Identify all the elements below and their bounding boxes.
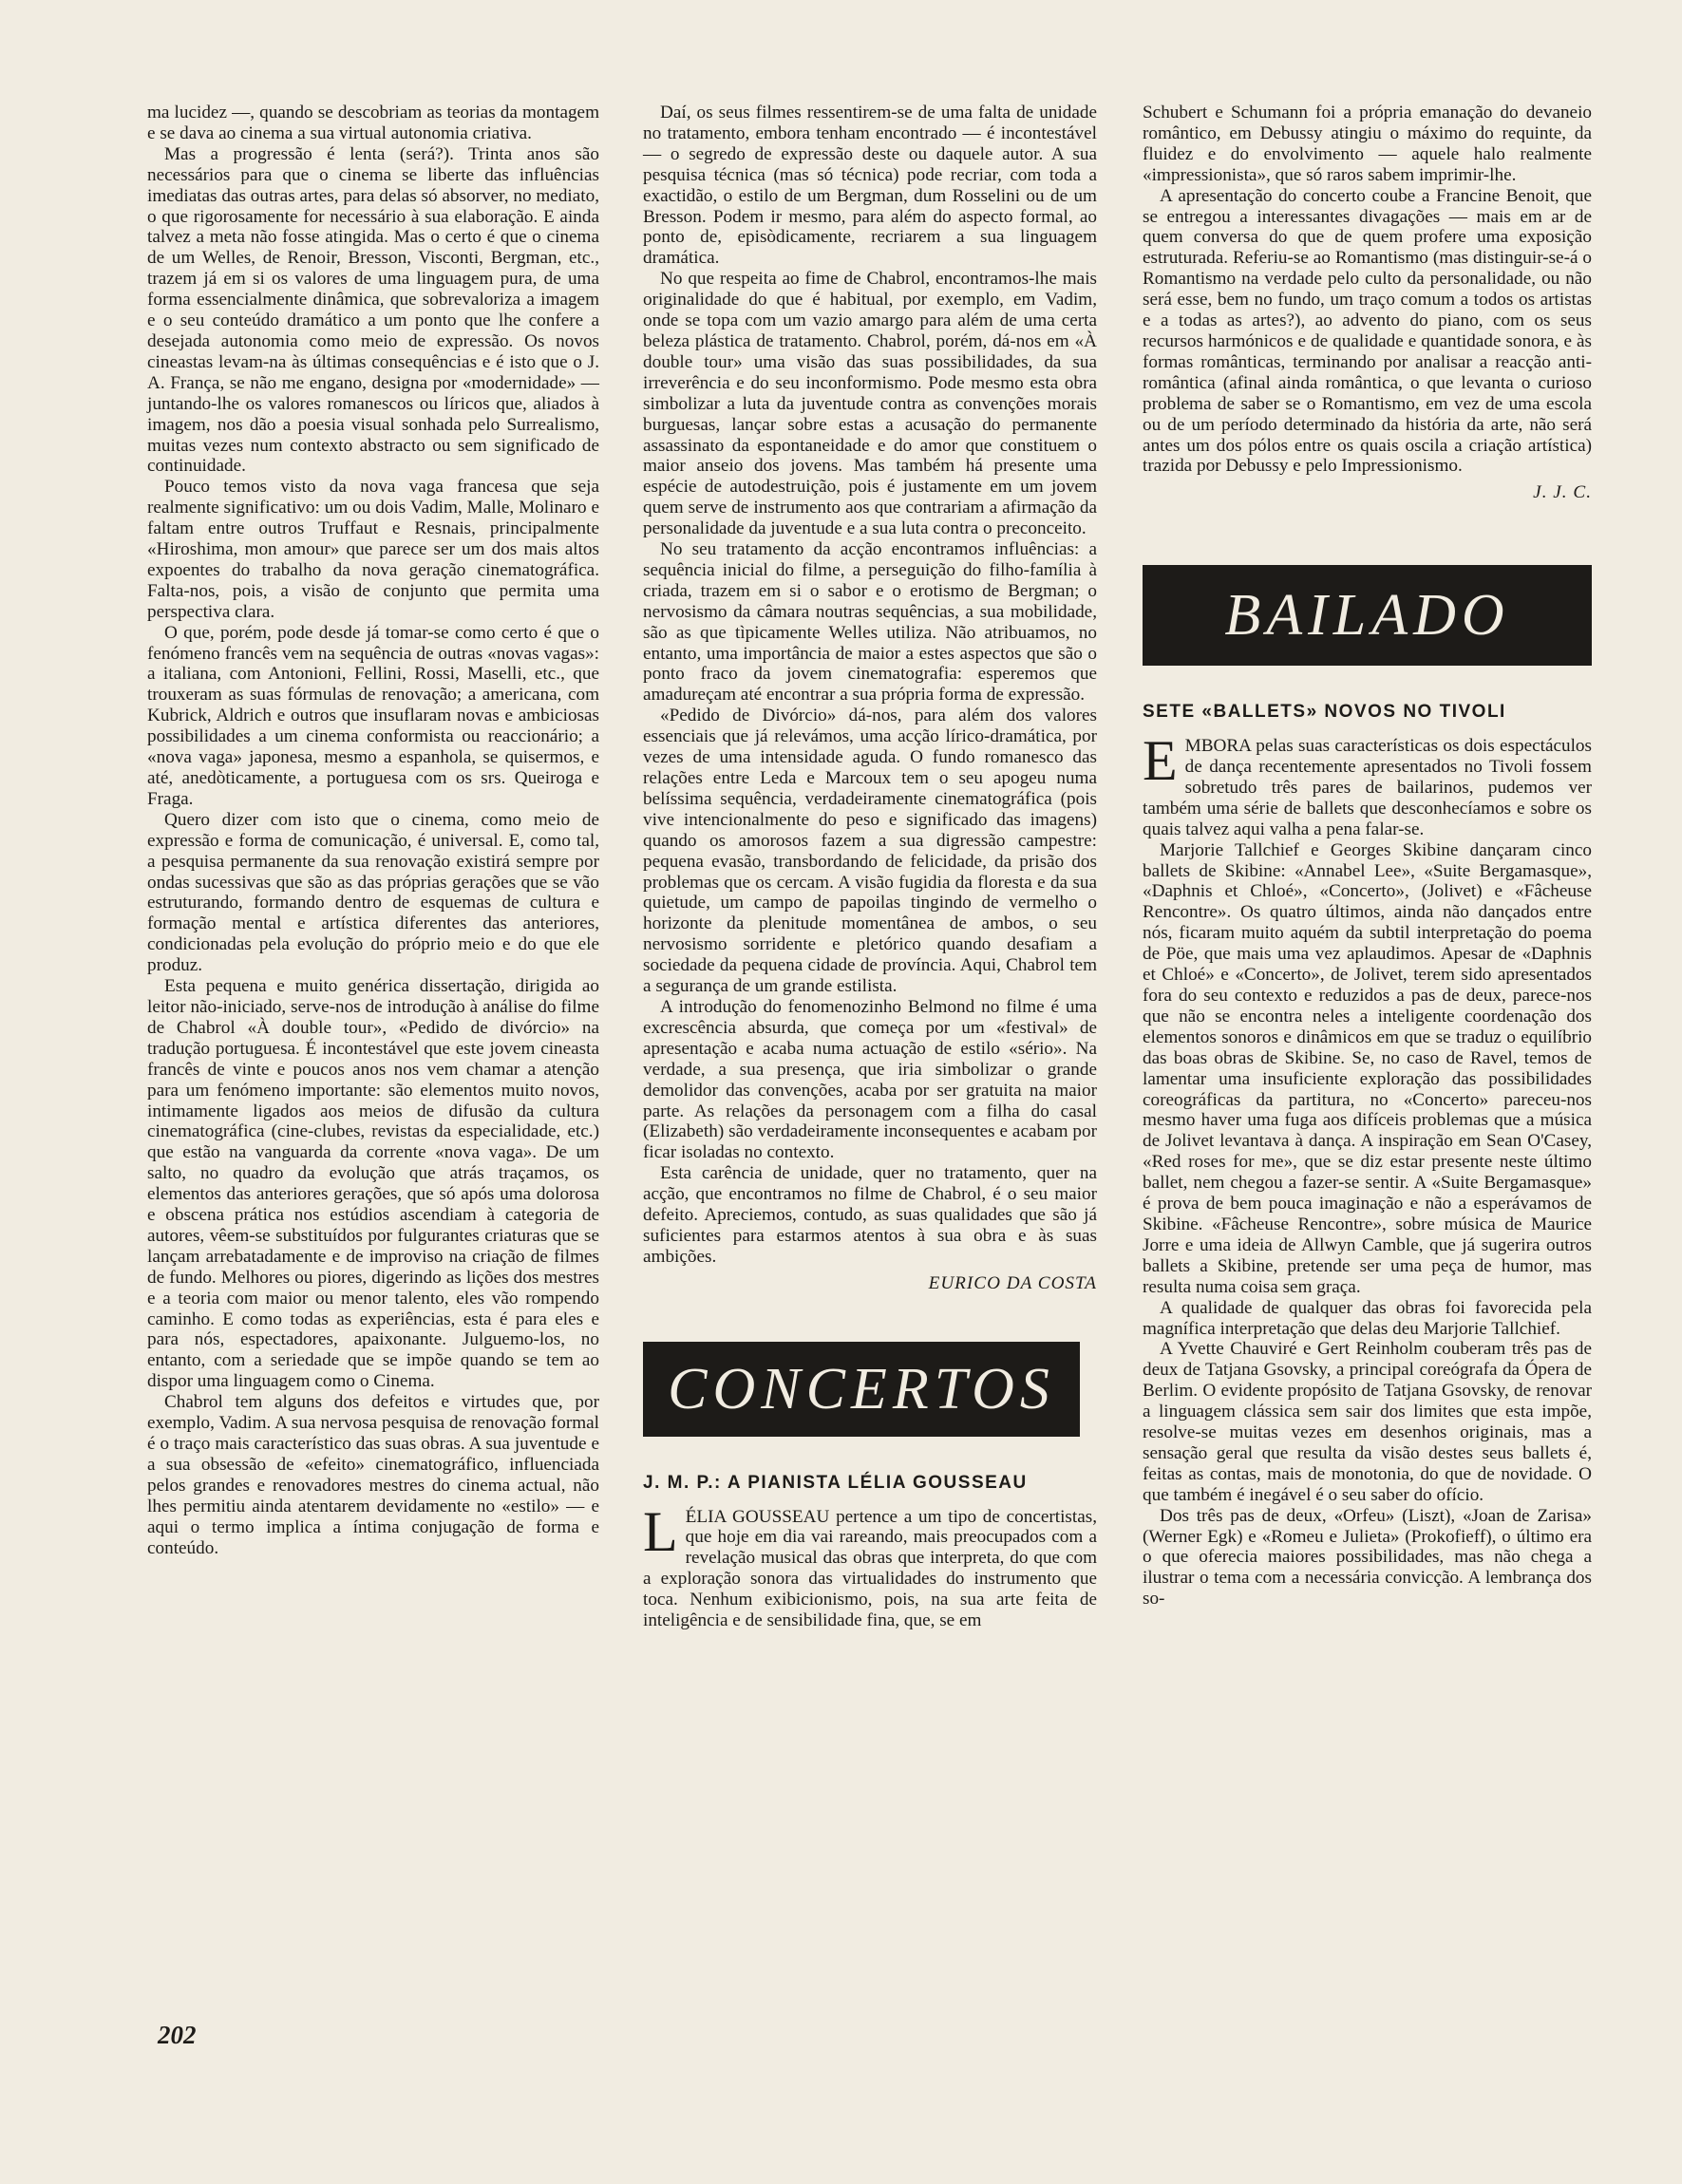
paragraph (1143, 729, 1592, 840)
paragraph: Daí, os seus filmes ressentirem-se de uma falta de unidade no tratamento, embora tenham encontrado — é incontestável — o segredo de expressão deste ou daquele autor. A sua pesquisa técnica (mas só técnica) pode recriar, com toda a exactidão, o estilo de um Bergman, dum Rosselini ou de um Bresson. Podem ir mesmo, para além do aspecto formal, ao ponto de, episòdicamente, recriarem a sua linguagem dramática. (643, 103, 1097, 269)
paragraph: Quero dizer com isto que o cinema, como meio de expressão e forma de comunicação, é universal. E, como tal, a pesquisa permanente da sua renovação existirá sempre por ondas sucessivas que são as das próprias gerações que se vão estruturando, formando dentro de esquemas de cultura e formação mental e artística diferentes das anteriores, condicionadas pela evolução do próprio meio e do que ele produz. (147, 809, 599, 976)
paragraph: ma lucidez —, quando se descobriam as teorias da montagem e se dava ao cinema a sua virtual autonomia criativa. (147, 103, 599, 143)
section-banner-bailado: BAILADO (1143, 565, 1592, 666)
paragraph: Pouco temos visto da nova vaga francesa que seja realmente significativo: um ou dois Vadim, Malle, Molinaro e faltam entre outros Truffaut e Resnais, principalmente «Hiroshima, mon amour» que parece ser um dos mais altos expoentes do trabalho da nova geração cinematográfica. Falta-nos, pois, a visão de conjunto que permita uma perspectiva clara. (147, 477, 599, 622)
paragraph-text: MBORA pelas suas características os dois espectáculos de dança recentemente apresentados no Tivoli fossem sobretudo três pares de bailarinos, pudemos ver também uma série de ballets que desconhecíamos e sobre os quais talvez aqui valha a pena falar-se. (1143, 736, 1592, 839)
paragraph: No seu tratamento da acção encontramos influências: a sequência inicial do filme, a perseguição do filho-família à criada, trazem em si o sabor e o erotismo de Bergman; o nervosismo da câmara noutras sequências, a sua mobilidade, são as que tìpicamente Welles utiliza. Não atribuamos, no entanto, uma importância de maior a estes aspectos que são o ponto fraco da jovem cinematografia: esperemos que amadureçam até encontrar a sua própria forma de expressão. (643, 539, 1097, 706)
drop-cap: E (1143, 729, 1178, 793)
paragraph: «Pedido de Divórcio» dá-nos, para além dos valores essenciais que já relevámos, uma acção lírico-dramática, por vezes de uma intensidade aguda. O fundo romanesco das relações entre Leda e Marcoux tem o seu apogeu numa belíssima sequência, verdadeiramente cinematográfica (pois vive intencionalmente do peso e significado das imagens) quando os amorosos fazem a sua digressão campestre: pequena evasão, transbordando de felicidade, da prisão dos problemas que os cercam. A visão fugidia da floresta e da sua quietude, um campo de papoilas tingindo de vermelho o horizonte da plenitude momentânea de ambos, o seu nervosismo sorridente e pletórico quando desafiam a sociedade da pequena cidade de província. Aqui, Chabrol tem a segurança de um grande estilista. (643, 706, 1097, 997)
section-banner-concertos: CONCERTOS (643, 1342, 1080, 1437)
paragraph: A introdução do fenomenozinho Belmond no filme é uma excrescência absurda, que começa por um «festival» de apresentação e acaba numa actuação de estilo «sério». Na verdade, a sua presença, que iria simbolizar o grande demolidor das convenções, acaba por ser gratuita na maior parte. As relações da personagem com a filha do casal (Elizabeth) são verdadeiramente inconsequentes e acabam por ficar isoladas no contexto. (643, 996, 1097, 1163)
paragraph: Mas a progressão é lenta (será?). Trinta anos são necessários para que o cinema se liberte das influências imediatas das outras artes, para delas só absorver, no mediato, o que rigorosamente for necessário à sua elaboração. E ainda talvez a meta não fosse atingida. Mas o certo é que o cinema de um Welles, de Renoir, Bresson, Visconti, Bergman, etc., trazem já em si os valores de uma linguagem pura, de uma forma essencialmente dinâmica, que sobrevaloriza a imagem e o seu conteúdo dramático a um ponto que lhe confere a desejada autonomia como meio de expressão. Os novos cineastas levam-na às últimas consequências e é isto que o J. A. França, se não me engano, designa por «modernidade» — juntando-lhe os valores romanescos ou líricos que, aliados à imagem, nos dão a poesia visual sonhada pelo Surrealismo, muitas vezes num contexto abstracto ou sem significado de continuidade. (147, 143, 599, 477)
column-2 (643, 103, 1097, 1631)
paragraph: A apresentação do concerto coube a Francine Benoit, que se entregou a interessantes divagações — mais em ar de quem conversa do que de quem profere uma exposição estruturada. Referiu-se ao Romantismo (mas distinguir-se-á o Romantismo na verdade pelo culto da personalidade, ou não será esse, bem no fundo, um traço comum a todos os artistas e a todas as artes?), ao advento do piano, com os seus recursos harmónicos e de qualidade e quantidade sonora, e às formas românticas, terminando por analisar a reacção anti-romântica (afinal ainda romântica, o que levanta o curioso problema de saber se o Romantismo, em vez de uma escola ou de um período determinado da história da arte, não será antes um dos pólos entre os quais oscila a criação artística) trazida por Debussy e pelo Impressionismo. (1143, 185, 1592, 477)
author-signature: J. J. C. (1533, 482, 1592, 503)
paragraph (643, 1499, 1097, 1631)
paragraph: A qualidade de qualquer das obras foi favorecida pela magnífica interpretação que delas deu Marjorie Tallchief. (1143, 1297, 1592, 1339)
paragraph: Schubert e Schumann foi a própria emanação do devaneio romântico, em Debussy atingiu o máximo do requinte, da fluidez e do envolvimento — aquele halo realmente «impressionista», que só raros sabem imprimir-lhe. (1143, 103, 1592, 185)
paragraph: Esta pequena e muito genérica dissertação, dirigida ao leitor não-iniciado, serve-nos de introdução à análise do filme de Chabrol «À double tour», «Pedido de divórcio» na tradução portuguesa. É incontestável que este jovem cineasta francês de vinte e poucos anos nos vem chamar a atenção para um fenómeno importante: são elementos muito novos, intimamente ligados aos meios de difusão da cultura cinematográfica (cine-clubes, revistas da especialidade, etc.) que estão na vanguarda da corrente «nova vaga». De um salto, no quadro da evolução que atrás traçamos, os elementos das anteriores gerações, que só após uma dolorosa e obscena prática nos estúdios ascendiam à categoria de autores, vêem-se substituídos por fulgurantes criaturas que se lançam arrebatadamente e de improviso na criação de filmes de fundo. Melhores ou piores, digerindo as lições dos mestres e a teoria com maior ou menor talento, eles vão rompendo caminho. E como todas as experiências, esta é para eles e para nós, espectadores, apaixonante. Julguemo-los, no entanto, com a seriedade que se impõe quando se tem ao dispor uma linguagem como o Cinema. (147, 976, 599, 1392)
paragraph: O que, porém, pode desde já tomar-se como certo é que o fenómeno francês vem na sequência de outras «novas vagas»: a italiana, com Antonioni, Fellini, Rossi, Maselli, etc., que trouxeram as suas fórmulas de renovação; a americana, com Kubrick, Aldrich e outros que insuflaram novas e ambiciosas possibilidades a um cinema conformista ou reaccionário; a «nova vaga» japonesa, mesmo a espanhola, se quisermos, e até, anedòticamente, a portuguesa com os srs. Queiroga e Fraga. (147, 622, 599, 809)
column-3 (1143, 103, 1592, 1610)
paragraph: Chabrol tem alguns dos defeitos e virtudes que, por exemplo, Vadim. A sua nervosa pesquisa de renovação formal é o traço mais característico das suas obras. A sua juventude e a sua obsessão de «efeito» cinematográfico, influenciada pelos grandes e renovadores mestres do cinema actual, não lhes permitiu ainda atentarem devidamente no «estilo» — e aqui o termo implica a íntima conjugação de forma e conteúdo. (147, 1392, 599, 1558)
paragraph: No que respeita ao fime de Chabrol, encontramos-lhe mais originalidade do que é habitual, por exemplo, em Vadim, onde se topa com um vazio amargo para além de uma certa beleza plástica de tratamento. Chabrol, porém, dá-nos em «À double tour» uma visão das suas possibilidades, da sua irreverência e do seu inconformismo. Pode mesmo esta obra simbolizar a luta da juventude contra as convenções morais burguesas, lançar sobre estas a acusação do permanente assassinato da espontaneidade e do amor que constituem o maior anseio dos jovens. Mas também há presente uma espécie de autodestruição, pois é justamente em um jovem quem serve de instrumento aos que contrariam a afirmação da personalidade da juventude e a sua luta contra o preconceito. (643, 269, 1097, 539)
drop-cap: L (643, 1499, 678, 1563)
page-number: 202 (158, 2021, 197, 2049)
paragraph: Dos três pas de deux, «Orfeu» (Liszt), «Joan de Zarisa» (Werner Egk) e «Romeu e Julieta» (Prokofieff), o último era o que oferecia maiores possibilidades, mas não chega a ilustrar o tema com a necessária convicção. A lembrança dos so- (1143, 1505, 1592, 1610)
paragraph: A Yvette Chauviré e Gert Reinholm couberam três pas de deux de Tatjana Gsovsky, a principal coreógrafa da Ópera de Berlim. O evidente propósito de Tatjana Gsovsky, de renovar a linguagem clássica sem sair dos limites que esta impõe, resolve-se muitas vezes em desenhos originais, mas a sensação geral que resulta da visão destes seus ballets é, feitas as contas, mais de monotonia, do que de novidade. O que também é inegável é o seu saber do ofício. (1143, 1339, 1592, 1505)
column-1 (147, 103, 599, 1558)
paragraph: Esta carência de unidade, quer no tratamento, quer na acção, que encontramos no filme de Chabrol, é o seu maior defeito. Apreciemos, contudo, as suas qualidades que são já suficientes para estarmos atentos à sua obra e às suas ambições. (643, 1163, 1097, 1267)
article-subhead: SETE «BALLETS» NOVOS NO TIVOLI (1143, 702, 1506, 723)
author-signature: EURICO DA COSTA (928, 1272, 1097, 1293)
paragraph-text: ÉLIA GOUSSEAU pertence a um tipo de concertistas, que hoje em dia vai rareando, mais preocupados com a revelação musical das obras que interpreta, do que com a exploração sonora das virtualidades do instrumento que toca. Nenhum exibicionismo, pois, na sua arte feita de inteligência e de sensibilidade fina, que, se em (643, 1506, 1097, 1631)
paragraph: Marjorie Tallchief e Georges Skibine dançaram cinco ballets de Skibine: «Annabel Lee», «Suite Bergamasque», «Daphnis et Chloé», «Concerto», (Jolivet) e «Fâcheuse Rencontre». Os quatro últimos, ainda não dançados entre nós, ficaram muito aquém da subtil interpretação do poema de Pöe, que mais uma vez aplaudimos. Apesar de «Daphnis et Chloé» e «Concerto», de Jolivet, terem sido apresentados fora do seu contexto e reduzidos a pas de deux, parece-nos que não se encontra neles a inteligente coordenação dos elementos sonoros e dinâmicos em que se traduz o equilíbrio das boas obras de Skibine. Se, no caso de Ravel, temos de lamentar uma insuficiente exploração das possibilidades coreográficas da partitura, no «Concerto» pareceu-nos mesmo haver uma fuga aos difíceis problemas que a música de Jolivet levantava à dança. A inspiração em Sean O'Casey, «Red roses for me», que se diz estar presente neste último ballet, nem chegou a fazer-se sentir. A «Suite Bergamasque» é prova de bem pouca imaginação e não a esperávamos de Skibine. «Fâcheuse Rencontre», sobre música de Maurice Jorre e uma ideia de Allwyn Camble, que já sugerira outros ballets a Skibine, pretende ser uma peça de humor, mas resulta numa coisa sem graça. (1143, 839, 1592, 1297)
article-subhead: J. M. P.: A PIANISTA LÉLIA GOUSSEAU (643, 1472, 1028, 1493)
